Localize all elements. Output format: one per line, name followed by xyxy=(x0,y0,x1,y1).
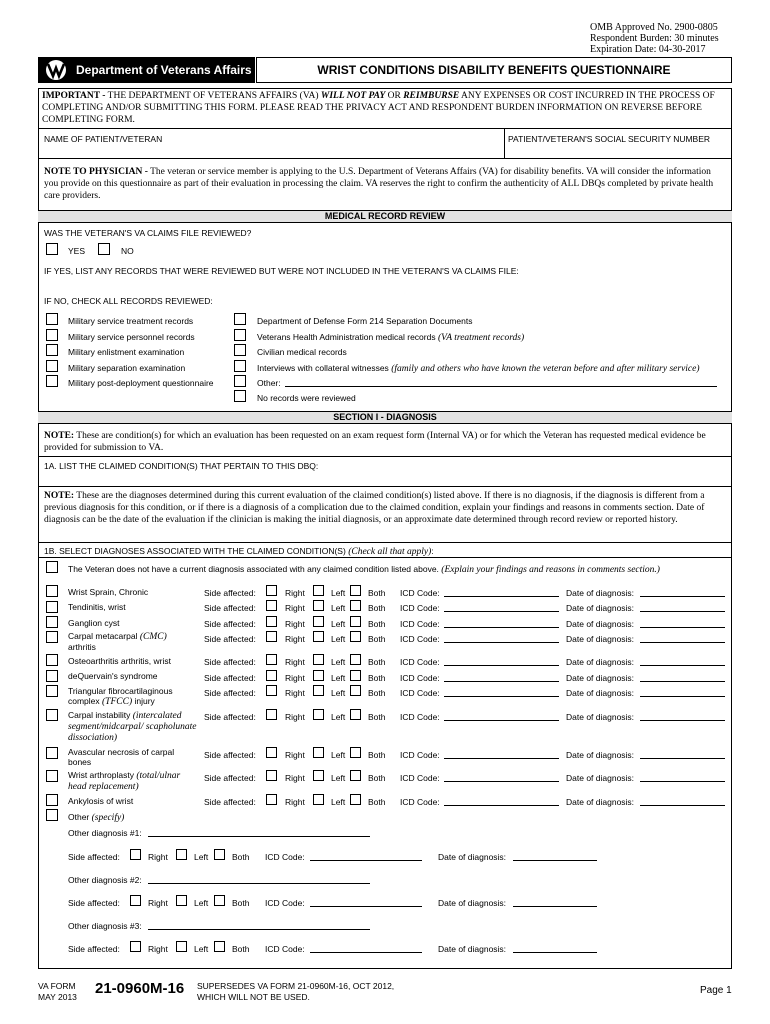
section-1-note-1 xyxy=(44,430,726,454)
other-italic: (specify) xyxy=(89,813,125,823)
date-of-diagnosis-label: Date of diagnosis: xyxy=(566,750,635,760)
date-of-diagnosis-field[interactable] xyxy=(640,781,725,782)
right-label: Right xyxy=(148,852,168,862)
collateral-witnesses-checkbox[interactable] xyxy=(234,360,246,372)
record-label: No records were reviewed xyxy=(257,393,356,403)
date-of-diagnosis-field[interactable] xyxy=(640,642,725,643)
diagnosis-checkbox-cmc-arthritis[interactable] xyxy=(46,631,58,643)
date-of-diagnosis-label: Date of diagnosis: xyxy=(566,619,635,629)
other-diagnosis-3-field[interactable] xyxy=(148,929,370,930)
right-label: Right xyxy=(285,619,305,629)
vha-records-checkbox[interactable] xyxy=(234,329,246,341)
dx-suffix: injury xyxy=(132,696,155,706)
if-yes-instruction: IF YES, LIST ANY RECORDS THAT WERE REVIEWED BUT WERE NOT INCLUDED IN THE VETERAN'S VA CLAIMS FILE: xyxy=(44,266,519,276)
both-label: Both xyxy=(232,898,250,908)
side-left-checkbox[interactable] xyxy=(313,585,324,596)
side-left-checkbox[interactable] xyxy=(313,616,324,627)
both-label: Both xyxy=(368,688,386,698)
respondent-burden: Respondent Burden: 30 minutes xyxy=(590,33,719,44)
side-both-checkbox[interactable] xyxy=(350,709,361,720)
important-or: OR xyxy=(385,91,404,101)
right-label: Right xyxy=(285,750,305,760)
no-dx-text: The Veteran does not have a current diagnosis associated with any claimed condition listed above. xyxy=(68,564,439,574)
left-label: Left xyxy=(194,852,209,862)
left-label: Left xyxy=(331,773,346,783)
diagnosis-label xyxy=(68,710,198,743)
important-text-1: THE DEPARTMENT OF VETERANS AFFAIRS (VA) xyxy=(105,91,321,101)
icd-code-field[interactable] xyxy=(310,906,422,907)
date-of-diagnosis-field[interactable] xyxy=(640,627,725,628)
side-left-checkbox[interactable] xyxy=(313,670,324,681)
separation-exam-checkbox[interactable] xyxy=(46,360,58,372)
date-of-diagnosis-label: Date of diagnosis: xyxy=(566,712,635,722)
icd-code-field[interactable] xyxy=(444,781,559,782)
side-right-checkbox[interactable] xyxy=(266,654,277,665)
will-not-pay: WILL NOT PAY xyxy=(320,91,386,101)
expiration-date: Expiration Date: 04-30-2017 xyxy=(590,44,706,55)
section-1-note-2 xyxy=(44,490,726,526)
va-seal-icon xyxy=(42,59,70,81)
date-of-diagnosis-label: Date of diagnosis: xyxy=(566,588,635,598)
claims-file-question: WAS THE VETERAN'S VA CLAIMS FILE REVIEWED? xyxy=(44,228,252,238)
note-to-physician xyxy=(44,166,726,202)
both-label: Both xyxy=(232,852,250,862)
diagnosis-label xyxy=(68,602,198,612)
side-left-checkbox[interactable] xyxy=(313,709,324,720)
side-left-checkbox[interactable] xyxy=(176,849,187,860)
dx-name: deQuervain's syndrome xyxy=(68,671,158,681)
side-left-checkbox[interactable] xyxy=(313,770,324,781)
diagnosis-checkbox-other[interactable] xyxy=(46,809,58,821)
dx-name: Triangular fibrocartilaginous complex xyxy=(68,686,173,706)
other-records-checkbox[interactable] xyxy=(234,375,246,387)
side-affected-label: Side affected: xyxy=(204,688,256,698)
side-right-checkbox[interactable] xyxy=(266,631,277,642)
right-label: Right xyxy=(148,898,168,908)
claims-file-yes-checkbox[interactable] xyxy=(46,243,58,255)
left-label: Left xyxy=(194,898,209,908)
dx-suffix: arthritis xyxy=(68,642,96,652)
post-deployment-questionnaire-checkbox[interactable] xyxy=(46,375,58,387)
both-label: Both xyxy=(368,797,386,807)
omb-info xyxy=(590,22,760,55)
side-right-checkbox[interactable] xyxy=(266,585,277,596)
side-left-checkbox[interactable] xyxy=(313,794,324,805)
left-label: Left xyxy=(331,588,346,598)
diagnosis-checkbox-tendinitis[interactable] xyxy=(46,601,58,613)
side-both-checkbox[interactable] xyxy=(214,941,225,952)
date-of-diagnosis-label: Date of diagnosis: xyxy=(566,673,635,683)
yes-label: YES xyxy=(68,246,86,256)
side-left-checkbox[interactable] xyxy=(313,685,324,696)
right-label: Right xyxy=(148,944,168,954)
date-of-diagnosis-field[interactable] xyxy=(640,596,725,597)
note1-lead: NOTE: xyxy=(44,431,75,441)
date-of-diagnosis-label: Date of diagnosis: xyxy=(566,603,635,613)
date-of-diagnosis-label: Date of diagnosis: xyxy=(566,773,635,783)
diagnosis-label xyxy=(68,618,198,628)
record-label xyxy=(257,332,524,343)
both-label: Both xyxy=(368,603,386,613)
side-affected-label: Side affected: xyxy=(204,673,256,683)
both-label: Both xyxy=(368,619,386,629)
side-affected-label: Side affected: xyxy=(204,619,256,629)
date-of-diagnosis-label: Date of diagnosis: xyxy=(566,797,635,807)
date-of-diagnosis-field[interactable] xyxy=(640,681,725,682)
side-both-checkbox[interactable] xyxy=(350,794,361,805)
other-text: Other xyxy=(68,812,90,822)
form-title: WRIST CONDITIONS DISABILITY BENEFITS QUESTIONNAIRE xyxy=(256,57,732,83)
icd-code-label: ICD Code: xyxy=(265,944,305,954)
right-label: Right xyxy=(285,797,305,807)
icd-code-field[interactable] xyxy=(444,681,559,682)
icd-code-label: ICD Code: xyxy=(400,588,440,598)
diagnosis-label xyxy=(68,796,198,806)
diagnosis-label xyxy=(68,747,188,767)
right-label: Right xyxy=(285,773,305,783)
icd-code-label: ICD Code: xyxy=(265,852,305,862)
dx-italic: (TFCC) xyxy=(102,697,133,707)
diagnosis-label xyxy=(68,631,198,652)
record-label: Military service treatment records xyxy=(68,316,194,326)
patient-name-field[interactable] xyxy=(44,146,499,158)
side-affected-label: Side affected: xyxy=(204,603,256,613)
side-both-checkbox[interactable] xyxy=(350,654,361,665)
no-diagnosis-checkbox[interactable] xyxy=(46,561,58,573)
both-label: Both xyxy=(368,750,386,760)
icd-code-field[interactable] xyxy=(444,596,559,597)
supersedes-line-1: SUPERSEDES VA FORM 21-0960M-16, OCT 2012, xyxy=(197,981,395,991)
q1b-italic: (Check all that apply) xyxy=(345,547,432,557)
icd-code-label: ICD Code: xyxy=(400,712,440,722)
date-of-diagnosis-label: Date of diagnosis: xyxy=(566,657,635,667)
claims-file-no-checkbox[interactable] xyxy=(98,243,110,255)
claimed-conditions-field[interactable] xyxy=(44,473,726,485)
side-both-checkbox[interactable] xyxy=(350,585,361,596)
side-both-checkbox[interactable] xyxy=(350,616,361,627)
right-label: Right xyxy=(285,588,305,598)
diagnosis-checkbox-dequervain[interactable] xyxy=(46,670,58,682)
icd-code-field[interactable] xyxy=(310,952,422,953)
icd-code-label: ICD Code: xyxy=(400,750,440,760)
left-label: Left xyxy=(331,688,346,698)
side-both-checkbox[interactable] xyxy=(350,600,361,611)
both-label: Both xyxy=(368,773,386,783)
form-number: 21-0960M-16 xyxy=(95,980,185,997)
date-of-diagnosis-field[interactable] xyxy=(640,805,725,806)
icd-code-field[interactable] xyxy=(444,627,559,628)
icd-code-label: ICD Code: xyxy=(400,673,440,683)
date-of-diagnosis-label: Date of diagnosis: xyxy=(438,944,507,954)
record-label: Civilian medical records xyxy=(257,347,347,357)
icd-code-label: ICD Code: xyxy=(400,688,440,698)
both-label: Both xyxy=(232,944,250,954)
date-of-diagnosis-field[interactable] xyxy=(513,906,597,907)
dx-name: Wrist Sprain, Chronic xyxy=(68,587,149,597)
side-both-checkbox[interactable] xyxy=(350,670,361,681)
left-label: Left xyxy=(194,944,209,954)
q1b-colon: : xyxy=(431,546,434,556)
side-both-checkbox[interactable] xyxy=(214,895,225,906)
icd-code-field[interactable] xyxy=(444,611,559,612)
important-text-2: ANY EXPENSES OR COST INCURRED IN THE PROCESS OF COMPLETING AND/OR SUBMITTING THIS FORM. PLEASE READ THE PRIVACY ACT AND RESPONDENT BURDEN INFORMATION ON REVERSE BEFORE COMPLETING FORM. xyxy=(42,91,715,125)
va-form-label: VA FORM xyxy=(38,981,76,991)
dx-name: Carpal metacarpal xyxy=(68,631,140,641)
side-both-checkbox[interactable] xyxy=(350,631,361,642)
patient-ssn-field[interactable] xyxy=(510,146,728,158)
dx-name: Ganglion cyst xyxy=(68,618,120,628)
side-right-checkbox[interactable] xyxy=(266,709,277,720)
side-left-checkbox[interactable] xyxy=(313,631,324,642)
side-right-checkbox[interactable] xyxy=(266,670,277,681)
right-label: Right xyxy=(285,657,305,667)
record-label: Military service personnel records xyxy=(68,332,195,342)
record-label: Military separation examination xyxy=(68,363,186,373)
side-both-checkbox[interactable] xyxy=(350,770,361,781)
date-of-diagnosis-field[interactable] xyxy=(513,952,597,953)
both-label: Both xyxy=(368,634,386,644)
note-physician-text: The veteran or service member is applying to the U.S. Department of Veterans Affairs (VA) for disability benefits. VA will consider the information you provide on this questionnaire as part of their evaluation in processing the claim. VA reserves the right to confirm the authenticity of ALL DBQs completed by private health care providers. xyxy=(44,167,714,201)
icd-code-field[interactable] xyxy=(444,696,559,697)
witness-label: Interviews with collateral witnesses xyxy=(257,363,389,373)
side-right-checkbox[interactable] xyxy=(266,685,277,696)
right-label: Right xyxy=(285,634,305,644)
left-label: Left xyxy=(331,750,346,760)
date-of-diagnosis-label: Date of diagnosis: xyxy=(566,688,635,698)
side-affected-label: Side affected: xyxy=(204,773,256,783)
side-left-checkbox[interactable] xyxy=(176,941,187,952)
icd-code-label: ICD Code: xyxy=(400,603,440,613)
date-of-diagnosis-label: Date of diagnosis: xyxy=(438,898,507,908)
diagnosis-checkbox-wrist-sprain[interactable] xyxy=(46,585,58,597)
icd-code-field[interactable] xyxy=(310,860,422,861)
record-label: Other: xyxy=(257,378,281,388)
diagnosis-checkbox-osteoarthritis[interactable] xyxy=(46,654,58,666)
dx-name: Ankylosis of wrist xyxy=(68,796,134,806)
icd-code-label: ICD Code: xyxy=(265,898,305,908)
note1-text: These are condition(s) for which an evaluation has been requested on an exam request form (Internal VA) or for which the Veteran has requested medical evidence be provided for submission to VA. xyxy=(44,431,706,453)
no-label: NO xyxy=(121,246,134,256)
right-label: Right xyxy=(285,712,305,722)
diagnosis-label xyxy=(68,770,198,792)
enlistment-exam-checkbox[interactable] xyxy=(46,344,58,356)
side-right-checkbox[interactable] xyxy=(130,941,141,952)
icd-code-field[interactable] xyxy=(444,805,559,806)
q1b-label: 1B. SELECT DIAGNOSES ASSOCIATED WITH THE CLAIMED CONDITION(S) xyxy=(44,546,346,556)
left-label: Left xyxy=(331,657,346,667)
dx-italic: (total/ulnar head replacement) xyxy=(68,771,181,792)
other-label xyxy=(68,812,124,823)
side-right-checkbox[interactable] xyxy=(130,895,141,906)
right-label: Right xyxy=(285,673,305,683)
icd-code-field[interactable] xyxy=(444,665,559,666)
page-number: Page 1 xyxy=(700,985,732,996)
side-affected-label: Side affected: xyxy=(204,712,256,722)
witness-italic: (family and others who have known the veteran before and after military service) xyxy=(388,364,700,374)
other-diagnosis-3-label: Other diagnosis #3: xyxy=(68,921,142,931)
note-physician-lead: NOTE TO PHYSICIAN - xyxy=(44,167,148,177)
dx-italic: (intercalated segment/midcarpal/ scapholunate dissociation) xyxy=(68,711,197,743)
right-label: Right xyxy=(285,603,305,613)
icd-code-label: ICD Code: xyxy=(400,619,440,629)
other-records-field[interactable] xyxy=(285,386,717,387)
side-affected-label: Side affected: xyxy=(204,750,256,760)
omb-number: OMB Approved No. 2900-0805 xyxy=(590,22,718,33)
icd-code-field[interactable] xyxy=(444,720,559,721)
other-diagnosis-2-label: Other diagnosis #2: xyxy=(68,875,142,885)
reimburse: REIMBURSE xyxy=(403,91,460,101)
date-of-diagnosis-field[interactable] xyxy=(640,611,725,612)
vha-records-label: Veterans Health Administration medical records xyxy=(257,332,436,342)
side-both-checkbox[interactable] xyxy=(350,685,361,696)
diagnosis-checkbox-ankylosis[interactable] xyxy=(46,794,58,806)
date-of-diagnosis-label: Date of diagnosis: xyxy=(438,852,507,862)
side-right-checkbox[interactable] xyxy=(266,600,277,611)
dx-name: Carpal instability xyxy=(68,710,133,720)
dd214-checkbox[interactable] xyxy=(234,313,246,325)
dx-name: Tendinitis, wrist xyxy=(68,602,126,612)
important-lead: IMPORTANT - xyxy=(42,91,106,101)
side-affected-label: Side affected: xyxy=(68,852,120,862)
dx-name: Wrist arthroplasty xyxy=(68,770,137,780)
civilian-records-checkbox[interactable] xyxy=(234,344,246,356)
dx-name: Osteoarthritis arthritis, wrist xyxy=(68,656,171,666)
service-treatment-records-checkbox[interactable] xyxy=(46,313,58,325)
date-of-diagnosis-field[interactable] xyxy=(640,758,725,759)
left-label: Left xyxy=(331,603,346,613)
agency-banner xyxy=(38,57,255,83)
right-label: Right xyxy=(285,688,305,698)
both-label: Both xyxy=(368,588,386,598)
diagnosis-label xyxy=(68,671,198,681)
supersedes-line-2: WHICH WILL NOT BE USED. xyxy=(197,992,310,1002)
diagnosis-checkbox-ganglion-cyst[interactable] xyxy=(46,616,58,628)
date-of-diagnosis-label: Date of diagnosis: xyxy=(566,634,635,644)
question-1a: 1A. LIST THE CLAIMED CONDITION(S) THAT PERTAIN TO THIS DBQ: xyxy=(44,461,319,471)
note2-text: These are the diagnoses determined during this current evaluation of the claimed condition(s) listed above. If there is no diagnosis, if the diagnosis is different from a previous diagnosis for this condition, or if there is a diagnosis of a complication due to the claimed condition, explain your findings and reasons in comments section. Date of diagnosis can be the date of the evaluation if the clinician is making the initial diagnosis, or an approximate date determined through record review or reported history. xyxy=(44,491,705,525)
side-right-checkbox[interactable] xyxy=(130,849,141,860)
supersedes-notice xyxy=(197,981,394,1003)
left-label: Left xyxy=(331,634,346,644)
side-left-checkbox[interactable] xyxy=(313,600,324,611)
icd-code-label: ICD Code: xyxy=(400,657,440,667)
diagnosis-label xyxy=(68,686,196,707)
side-both-checkbox[interactable] xyxy=(214,849,225,860)
side-affected-label: Side affected: xyxy=(204,797,256,807)
diagnosis-label xyxy=(68,587,198,597)
record-label: Military post-deployment questionnaire xyxy=(68,378,214,388)
icd-code-field[interactable] xyxy=(444,642,559,643)
left-label: Left xyxy=(331,619,346,629)
record-label xyxy=(257,363,700,374)
diagnosis-label xyxy=(68,656,203,666)
side-affected-label: Side affected: xyxy=(68,898,120,908)
icd-code-label: ICD Code: xyxy=(400,634,440,644)
side-right-checkbox[interactable] xyxy=(266,747,277,758)
both-label: Both xyxy=(368,712,386,722)
diagnosis-checkbox-carpal-instability[interactable] xyxy=(46,709,58,721)
patient-name-label: NAME OF PATIENT/VETERAN xyxy=(44,134,163,144)
diagnosis-checkbox-tfcc[interactable] xyxy=(46,685,58,697)
footer-form-id xyxy=(38,981,77,1003)
no-dx-italic: (Explain your findings and reasons in comments section.) xyxy=(438,565,660,575)
side-affected-label: Side affected: xyxy=(204,588,256,598)
section-1-heading: SECTION I - DIAGNOSIS xyxy=(38,411,732,424)
date-of-diagnosis-field[interactable] xyxy=(513,860,597,861)
service-personnel-records-checkbox[interactable] xyxy=(46,329,58,341)
dx-italic: (CMC) xyxy=(139,632,167,642)
important-notice xyxy=(42,90,728,126)
diagnosis-checkbox-avascular-necrosis[interactable] xyxy=(46,747,58,759)
both-label: Both xyxy=(368,657,386,667)
date-of-diagnosis-field[interactable] xyxy=(640,720,725,721)
icd-code-field[interactable] xyxy=(444,758,559,759)
other-diagnosis-1-field[interactable] xyxy=(148,836,370,837)
record-label: Military enlistment examination xyxy=(68,347,185,357)
side-right-checkbox[interactable] xyxy=(266,794,277,805)
other-diagnosis-2-field[interactable] xyxy=(148,883,370,884)
side-left-checkbox[interactable] xyxy=(313,654,324,665)
record-label: Department of Defense Form 214 Separation Documents xyxy=(257,316,473,326)
left-label: Left xyxy=(331,797,346,807)
side-left-checkbox[interactable] xyxy=(176,895,187,906)
agency-name: Department of Veterans Affairs xyxy=(76,63,252,77)
side-right-checkbox[interactable] xyxy=(266,616,277,627)
date-of-diagnosis-field[interactable] xyxy=(640,665,725,666)
note2-lead: NOTE: xyxy=(44,491,75,501)
icd-code-label: ICD Code: xyxy=(400,797,440,807)
both-label: Both xyxy=(368,673,386,683)
medical-record-review-heading: MEDICAL RECORD REVIEW xyxy=(38,210,732,223)
records-not-included-field[interactable] xyxy=(44,278,726,292)
date-of-diagnosis-field[interactable] xyxy=(640,696,725,697)
no-records-checkbox[interactable] xyxy=(234,390,246,402)
side-affected-label: Side affected: xyxy=(204,634,256,644)
form-date: MAY 2013 xyxy=(38,992,77,1002)
side-both-checkbox[interactable] xyxy=(350,747,361,758)
side-affected-label: Side affected: xyxy=(204,657,256,667)
no-diagnosis-label xyxy=(68,564,660,575)
dx-name: Avascular necrosis of carpal bones xyxy=(68,747,175,767)
icd-code-label: ICD Code: xyxy=(400,773,440,783)
side-right-checkbox[interactable] xyxy=(266,770,277,781)
patient-ssn-label: PATIENT/VETERAN'S SOCIAL SECURITY NUMBER xyxy=(508,134,711,144)
vha-records-italic: (VA treatment records) xyxy=(435,333,525,343)
left-label: Left xyxy=(331,673,346,683)
other-diagnosis-1-label: Other diagnosis #1: xyxy=(68,828,142,838)
diagnosis-checkbox-arthroplasty[interactable] xyxy=(46,770,58,782)
side-left-checkbox[interactable] xyxy=(313,747,324,758)
side-affected-label: Side affected: xyxy=(68,944,120,954)
if-no-instruction: IF NO, CHECK ALL RECORDS REVIEWED: xyxy=(44,296,213,306)
question-1b xyxy=(44,546,434,557)
left-label: Left xyxy=(331,712,346,722)
